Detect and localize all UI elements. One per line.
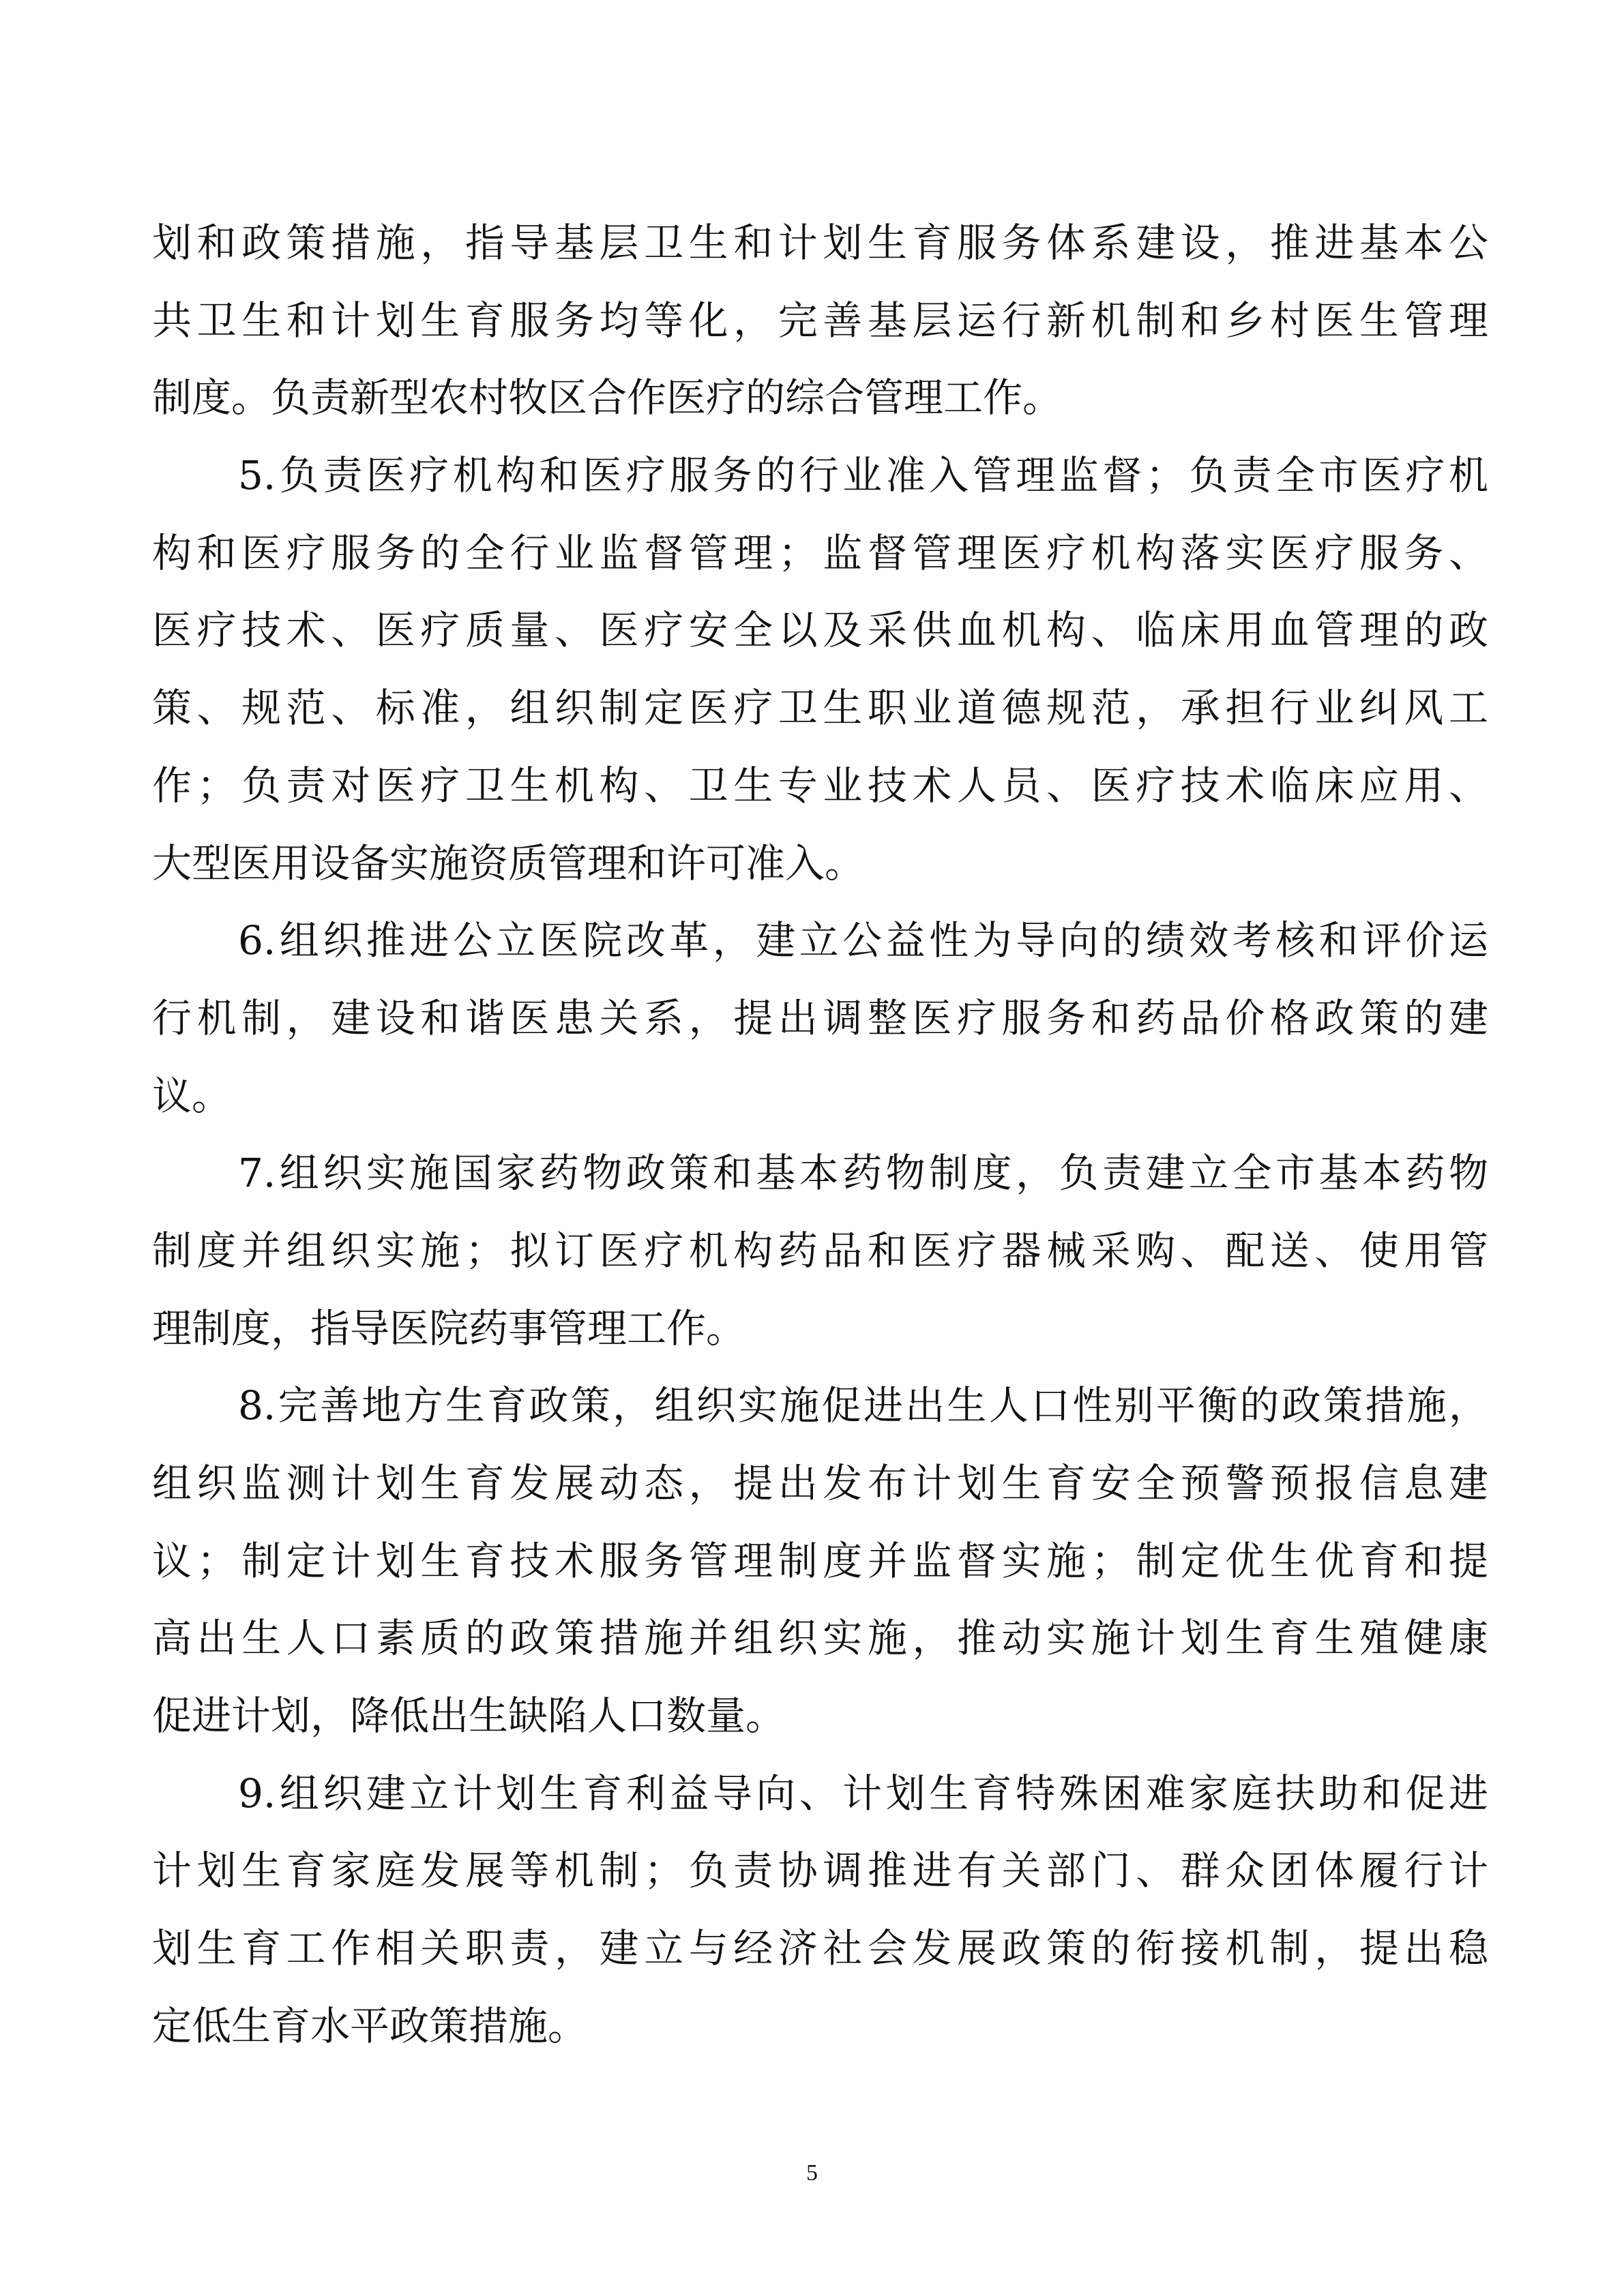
paragraph — [152, 437, 1488, 902]
text-line: 划生育工作相关职责，建立与经济社会发展政策的衔接机制，提出稳 — [152, 1925, 1488, 1972]
text-line: 划和政策措施，指导基层卫生和计划生育服务体系建设，推进基本公 — [152, 220, 1488, 266]
text-line: 制度。负责新型农村牧区合作医疗的综合管理工作。 — [152, 374, 1063, 421]
text-line: 作；负责对医疗卫生机构、卫生专业技术人员、医疗技术临床应用、 — [152, 762, 1488, 809]
paragraph — [152, 1135, 1488, 1367]
text-line: 大型医用设备实施资质管理和许可准入。 — [152, 839, 865, 886]
body-text — [152, 205, 1488, 2066]
text-line: 9.组织建立计划生育利益导向、计划生育特殊困难家庭扶助和促进 — [238, 1770, 1488, 1817]
text-line: 8.完善地方生育政策，组织实施促进出生人口性别平衡的政策措施， — [238, 1382, 1488, 1429]
text-line: 定低生育水平政策措施。 — [152, 2002, 588, 2049]
text-line: 计划生育家庭发展等机制；负责协调推进有关部门、群众团体履行计 — [152, 1847, 1488, 1894]
text-line: 共卫生和计划生育服务均等化，完善基层运行新机制和乡村医生管理 — [152, 297, 1488, 344]
text-line: 行机制，建设和谐医患关系，提出调整医疗服务和药品价格政策的建 — [152, 994, 1488, 1041]
text-line: 理制度，指导医院药事管理工作。 — [152, 1304, 746, 1352]
text-line: 策、规范、标准，组织制定医疗卫生职业道德规范，承担行业纠风工 — [152, 685, 1488, 732]
text-line: 构和医疗服务的全行业监督管理；监督管理医疗机构落实医疗服务、 — [152, 529, 1488, 576]
text-line: 高出生人口素质的政策措施并组织实施，推动实施计划生育生殖健康 — [152, 1615, 1488, 1662]
paragraph — [152, 205, 1488, 437]
text-line: 促进计划，降低出生缺陷人口数量。 — [152, 1693, 786, 1740]
text-line: 7.组织实施国家药物政策和基本药物制度，负责建立全市基本药物 — [238, 1150, 1488, 1197]
text-line: 议。 — [152, 1072, 232, 1119]
text-line: 医疗技术、医疗质量、医疗安全以及采供血机构、临床用血管理的政 — [152, 607, 1488, 654]
text-line: 组织监测计划生育发展动态，提出发布计划生育安全预警预报信息建 — [152, 1460, 1488, 1506]
text-line: 制度并组织实施；拟订医疗机构药品和医疗器械采购、配送、使用管 — [152, 1227, 1488, 1274]
paragraph — [152, 1367, 1488, 1755]
page-number: 5 — [806, 2160, 818, 2186]
paragraph — [152, 902, 1488, 1135]
text-line: 6.组织推进公立医院改革，建立公益性为导向的绩效考核和评价运 — [238, 917, 1488, 964]
text-line: 5.负责医疗机构和医疗服务的行业准入管理监督；负责全市医疗机 — [238, 452, 1488, 499]
paragraph — [152, 1755, 1488, 2066]
text-line: 议；制定计划生育技术服务管理制度并监督实施；制定优生优育和提 — [152, 1537, 1488, 1584]
